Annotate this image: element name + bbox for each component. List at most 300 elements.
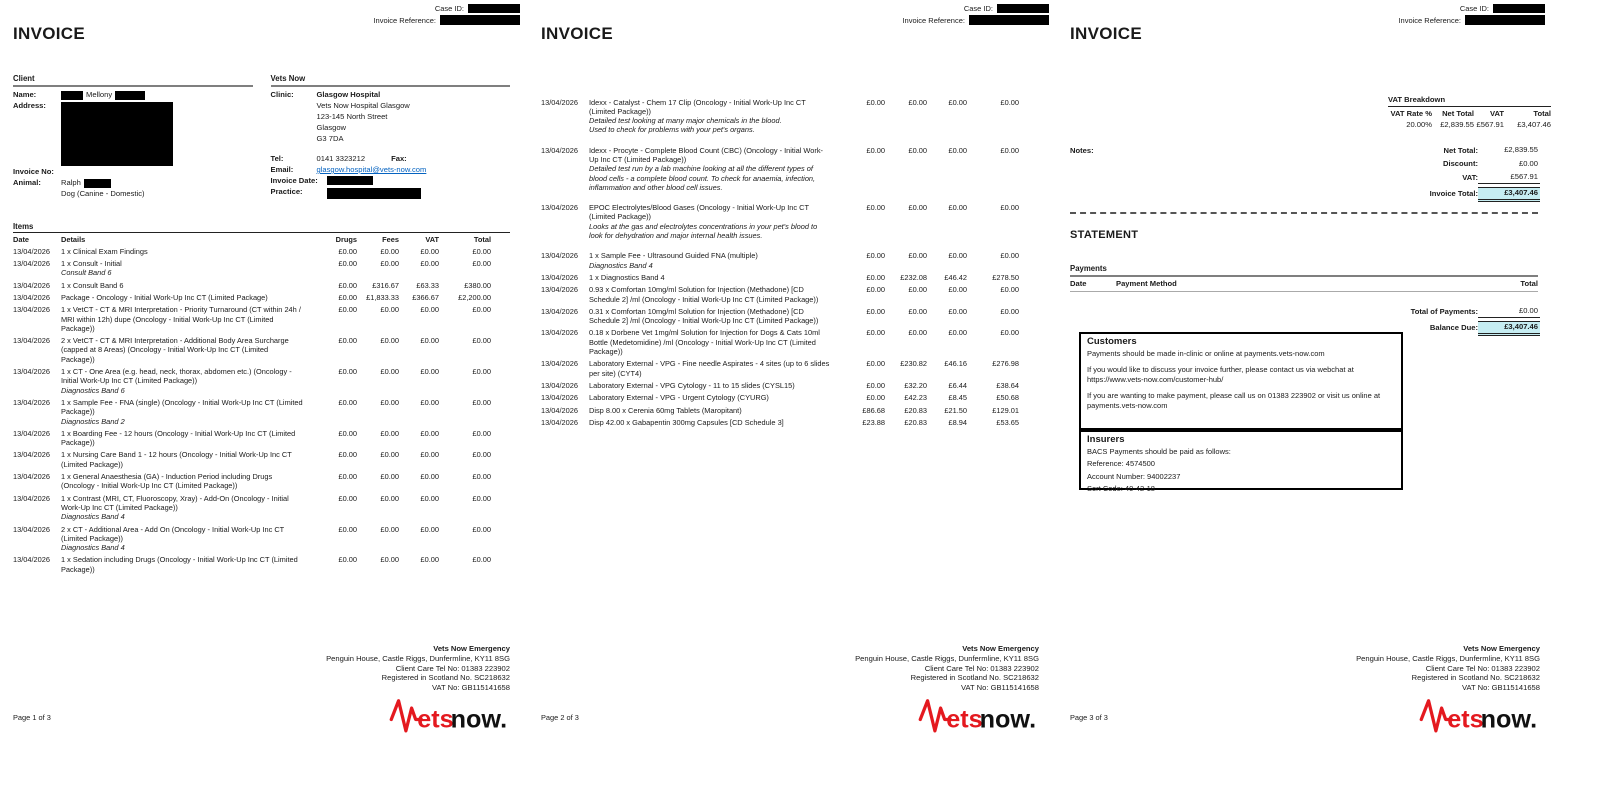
item-drugs: £0.00	[338, 555, 357, 565]
total-row	[1340, 306, 1540, 318]
item-drugs: £0.00	[338, 305, 357, 315]
item-details: 1 x CT - One Area (e.g. head, neck, thorax, abdomen etc.) (Oncology - Initial Work-Up Inc CT (Limited Package)) Diagnostics Band 6	[61, 367, 303, 395]
page-title: INVOICE	[1070, 24, 1143, 43]
case-id-label: Case ID:	[1459, 4, 1489, 13]
item-details: Disp 8.00 x Cerenia 60mg Tablets (Maropitant)	[589, 405, 742, 415]
item-drugs: £0.00	[866, 97, 885, 107]
table-row	[13, 449, 510, 471]
page-title: INVOICE	[13, 24, 86, 43]
item-description: Diagnostics Band 6	[61, 385, 125, 395]
item-details: 2 x VetCT - CT & MRI Interpretation - Additional Body Area Surcharge (capped at 8 Areas) (Oncology - Initial Work-Up Inc CT (Limited Package))	[61, 336, 289, 364]
item-details: Idexx - Procyte - Complete Blood Count (CBC) (Oncology - Initial Work-Up Inc CT (Limited Package)) Detailed test run by a lab machine looking at all the different types of blood cells - a complete blood count. To check for anaemia, infection, inflammation and other blood cell issues.	[589, 146, 831, 192]
item-details: Laboratory External - VPG - Fine needle Aspirates - 4 sites (up to 6 slides per site) (CYT4)	[589, 359, 830, 378]
table-row	[13, 304, 510, 335]
item-details: 1 x Clinical Exam Findings	[61, 246, 148, 256]
clinic-address-line: Vets Now Hospital Glasgow	[316, 101, 410, 110]
item-total: £0.00	[472, 493, 491, 503]
total-label: Balance Due:	[1429, 323, 1478, 332]
invoice-date-label: Invoice Date:	[270, 176, 318, 185]
table-row	[13, 523, 510, 554]
svg-text:now.: now.	[979, 706, 1037, 735]
table-row	[13, 396, 510, 427]
practice-redaction	[327, 188, 421, 199]
item-fees: £0.00	[380, 336, 399, 346]
customers-paragraph: If you would like to discuss your invoice further, please contact us via webchat at https://www.vets-now.com/customer-hub/	[1087, 365, 1354, 384]
item-vat: £0.00	[948, 203, 967, 213]
animal-label: Animal:	[13, 178, 41, 187]
table-row	[541, 358, 1039, 380]
insurers-line: Sort Code: 40-42-18	[1087, 484, 1155, 494]
total-label: VAT:	[1462, 173, 1478, 182]
invoice-page-2	[528, 0, 1057, 800]
item-drugs: £0.00	[338, 259, 357, 269]
item-vat: £0.00	[948, 145, 967, 155]
item-fees: £1,833.33	[366, 292, 399, 302]
total-row	[1350, 187, 1540, 202]
item-total: £0.00	[472, 450, 491, 460]
item-date: 13/04/2026	[541, 393, 578, 403]
invoice-reference-label: Invoice Reference:	[373, 15, 436, 25]
total-label: Net Total:	[1443, 145, 1478, 155]
item-details: 1 x General Anaesthesia (GA) - Induction Period including Drugs (Oncology - Initial Work-Up Inc CT (Limited Package))	[61, 472, 273, 491]
invoice-date-redaction	[327, 176, 373, 185]
table-row	[541, 392, 1039, 404]
invoice-totals	[1350, 145, 1540, 204]
client-section-title: Client	[13, 74, 253, 87]
item-vat: £21.50	[944, 405, 967, 415]
item-date: 13/04/2026	[541, 272, 578, 282]
item-drugs: £0.00	[338, 397, 357, 407]
vat-breakdown-values: 20.00% £2,839.55 £567.91 £3,407.46	[1406, 120, 1551, 129]
item-details: 0.18 x Dorbene Vet 1mg/ml Solution for Injection for Dogs & Cats 10ml Bottle (Medetomidine) /ml (Oncology - Initial Work-Up Inc CT (Limited Package))	[589, 328, 820, 357]
table-row	[13, 279, 510, 291]
case-id-redaction	[997, 4, 1049, 13]
item-date: 13/04/2026	[13, 280, 50, 290]
item-date: 13/04/2026	[13, 336, 50, 346]
clinic-address-line: 123-145 North Street	[316, 112, 388, 121]
item-total: £0.00	[1000, 97, 1019, 107]
item-details: EPOC Electrolytes/Blood Gases (Oncology - Initial Work-Up Inc CT (Limited Package)) Looks at the gas and electrolytes concentrations in your pet's blood to look for dehydration and major internal health issues.	[589, 203, 831, 240]
item-vat: £0.00	[420, 472, 439, 482]
vetsnow-logo	[917, 695, 1039, 738]
customers-info-box	[1079, 332, 1403, 430]
svg-text:now.: now.	[1480, 706, 1538, 735]
item-date: 13/04/2026	[13, 397, 50, 407]
items-column-headers: Date Details Drugs Fees VAT Total	[13, 235, 491, 244]
item-details: 1 x Nursing Care Band 1 - 12 hours (Oncology - Initial Work-Up Inc CT (Limited Package))	[61, 450, 292, 469]
item-fees: £0.00	[380, 428, 399, 438]
total-row	[1350, 145, 1540, 156]
vetsnow-logo	[388, 695, 510, 738]
item-description: Detailed test looking at many major chemicals in the blood.	[589, 116, 782, 126]
svg-text:ets: ets	[946, 706, 983, 735]
footer-address: Penguin House, Castle Riggs, Dunfermline, KY11 8SG	[1356, 654, 1540, 664]
item-fees: £0.00	[908, 251, 927, 261]
item-vat: £0.00	[420, 555, 439, 565]
item-date: 13/04/2026	[541, 380, 578, 390]
case-id-redaction	[468, 4, 520, 13]
insurers-line: Account Number: 94002237	[1087, 471, 1181, 481]
invoice-no-label: Invoice No:	[13, 167, 54, 176]
footer-client-care: Client Care Tel No: 01383 223902	[1425, 663, 1540, 673]
item-date: 13/04/2026	[13, 367, 50, 377]
item-drugs: £0.00	[866, 393, 885, 403]
item-vat: £0.00	[420, 450, 439, 460]
clinic-address-line: G3 7DA	[316, 134, 344, 143]
total-value-highlighted: £3,407.46	[1478, 187, 1540, 202]
item-details: Package - Oncology - Initial Work-Up Inc CT (Limited Package)	[61, 292, 268, 302]
item-description: Used to check for problems with your pet's organs.	[589, 125, 755, 135]
item-details: 1 x Contrast (MRI, CT, Fluoroscopy, Xray) - Add-On (Oncology - Initial Work-Up Inc CT (Limited Package)) Diagnostics Band 4	[61, 494, 303, 522]
table-row	[13, 291, 510, 303]
section-divider	[1070, 212, 1538, 214]
footer-address: Penguin House, Castle Riggs, Dunfermline, KY11 8SG	[855, 654, 1039, 664]
item-date: 13/04/2026	[541, 97, 578, 107]
payments-column-headers: Date Payment Method Total	[1070, 277, 1538, 292]
footer-registered: Registered in Scotland No. SC218632	[1411, 673, 1540, 683]
item-fees: £0.00	[380, 472, 399, 482]
payments-section-title: Payments	[1070, 264, 1538, 277]
total-value: £0.00	[1518, 158, 1538, 168]
item-date: 13/04/2026	[541, 417, 578, 427]
invoice-reference-label: Invoice Reference:	[1398, 15, 1461, 25]
case-id-label: Case ID:	[434, 4, 464, 13]
page-number: Page 3 of 3	[1070, 713, 1108, 722]
item-vat: £0.00	[420, 305, 439, 315]
reference-block	[1398, 4, 1545, 27]
payments-section	[1070, 264, 1538, 292]
items-section-title: Items	[13, 222, 510, 233]
item-drugs: £0.00	[338, 472, 357, 482]
item-drugs: £0.00	[338, 367, 357, 377]
case-id-label: Case ID:	[963, 4, 993, 13]
item-fees: £0.00	[380, 450, 399, 460]
item-date: 13/04/2026	[13, 472, 50, 482]
table-row	[541, 305, 1039, 327]
invoice-page-1	[0, 0, 528, 800]
table-row	[541, 379, 1039, 391]
table-row	[541, 284, 1039, 306]
clinic-address-line: Glasgow	[316, 123, 347, 132]
invoice-reference-redaction	[440, 15, 520, 25]
client-section	[13, 74, 253, 208]
item-fees: £32.20	[904, 380, 927, 390]
vetsnow-section-title: Vets Now	[271, 74, 511, 87]
item-details: 1 x Sample Fee - Ultrasound Guided FNA (multiple) Diagnostics Band 4	[589, 251, 831, 270]
item-total: £0.00	[472, 397, 491, 407]
item-details: Laboratory External - VPG Cytology - 11 to 15 slides (CYSL15)	[589, 380, 795, 390]
page-title: INVOICE	[541, 24, 614, 43]
footer-vat-no: VAT No: GB115141658	[1462, 682, 1540, 692]
table-row	[13, 245, 510, 257]
practice-label: Practice:	[270, 187, 303, 196]
address-redaction	[61, 102, 173, 166]
item-details: 1 x Sedation including Drugs (Oncology - Initial Work-Up Inc CT (Limited Package))	[61, 555, 298, 574]
item-vat: £0.00	[420, 367, 439, 377]
item-drugs: £0.00	[338, 246, 357, 256]
item-details: 0.93 x Comfortan 10mg/ml Solution for Injection (Methadone) [CD Schedule 2] /ml (Oncology - Initial Work-Up Inc CT (Limited Package))	[589, 285, 819, 304]
item-fees: £0.00	[908, 145, 927, 155]
item-details: Disp 42.00 x Gabapentin 300mg Capsules [CD Schedule 3]	[589, 417, 784, 427]
vetsnow-logo	[1418, 695, 1540, 738]
item-drugs: £0.00	[866, 328, 885, 338]
item-fees: £0.00	[908, 328, 927, 338]
page-footer	[541, 644, 1039, 738]
item-drugs: £23.88	[862, 417, 885, 427]
total-label: Discount:	[1442, 159, 1478, 168]
item-date: 13/04/2026	[13, 428, 50, 438]
table-row	[13, 427, 510, 449]
reference-block	[902, 4, 1049, 27]
item-drugs: £0.00	[338, 428, 357, 438]
item-fees: £0.00	[908, 306, 927, 316]
email-link[interactable]: glasgow.hospital@vets-now.com	[316, 165, 427, 174]
clinic-label: Clinic:	[270, 90, 294, 99]
item-date: 13/04/2026	[13, 305, 50, 315]
footer-vat-no: VAT No: GB115141658	[432, 682, 510, 692]
item-vat: £8.45	[948, 393, 967, 403]
item-fees: £0.00	[380, 246, 399, 256]
item-description: Looks at the gas and electrolytes concentrations in your pet's blood to look for dehydration and major internal health issues.	[589, 221, 818, 241]
table-row	[541, 250, 1039, 272]
item-fees: £232.08	[900, 272, 927, 282]
item-description: Diagnostics Band 2	[61, 416, 125, 426]
item-details: Idexx - Catalyst - Chem 17 Clip (Oncology - Initial Work-Up Inc CT (Limited Package)) Detailed test looking at many major chemicals in the blood. Used to check for problems with your pet's organs.	[589, 98, 831, 135]
footer-client-care: Client Care Tel No: 01383 223902	[395, 663, 510, 673]
item-total: £0.00	[1000, 306, 1019, 316]
item-total: £0.00	[472, 305, 491, 315]
item-total: £0.00	[1000, 203, 1019, 213]
item-date: 13/04/2026	[13, 555, 50, 565]
item-date: 13/04/2026	[13, 450, 50, 460]
animal-value: Ralph	[61, 178, 111, 188]
item-drugs: £0.00	[866, 145, 885, 155]
footer-client-care: Client Care Tel No: 01383 223902	[924, 663, 1039, 673]
total-value: £2,839.55	[1504, 145, 1538, 154]
item-drugs: £86.68	[862, 405, 885, 415]
item-drugs: £0.00	[338, 450, 357, 460]
item-vat: £0.00	[420, 259, 439, 269]
item-fees: £0.00	[380, 305, 399, 315]
svg-text:ets: ets	[1447, 706, 1484, 735]
customers-paragraph: If you are wanting to make payment, please call us on 01383 223902 or visit us online at payments.vets-now.com	[1087, 391, 1381, 410]
item-details: 0.31 x Comfortan 10mg/ml Solution for Injection (Methadone) [CD Schedule 2] /ml (Oncology - Initial Work-Up Inc CT (Limited Package))	[589, 306, 819, 326]
item-details: 1 x Sample Fee - FNA (single) (Oncology - Initial Work-Up Inc CT (Limited Package)) Diagnostics Band 2	[61, 397, 303, 426]
item-total: £0.00	[472, 336, 491, 346]
item-date: 13/04/2026	[541, 306, 578, 316]
footer-registered: Registered in Scotland No. SC218632	[381, 673, 510, 683]
total-value: £0.00	[1478, 306, 1540, 318]
item-total: £53.65	[996, 417, 1019, 427]
total-label: Invoice Total:	[1429, 189, 1478, 198]
item-drugs: £0.00	[338, 493, 357, 503]
page-footer	[1070, 644, 1540, 738]
item-total: £0.00	[472, 524, 491, 534]
table-row	[13, 471, 510, 493]
item-details: 1 x VetCT - CT & MRI Interpretation - Priority Turnaround (CT within 24h / MRI within 12h) dupe (Oncology - Initial Work-Up Inc CT (Limited Package))	[61, 305, 301, 333]
tel-label: Tel:	[270, 154, 284, 163]
vat-breakdown	[1388, 95, 1551, 130]
item-drugs: £0.00	[866, 251, 885, 261]
name-redaction-2	[115, 91, 145, 100]
item-details: 1 x Consult Band 6	[61, 280, 124, 290]
item-total: £0.00	[1000, 285, 1019, 295]
total-row	[1350, 172, 1540, 184]
table-row	[541, 327, 1039, 358]
item-date: 13/04/2026	[541, 359, 578, 369]
invoice-reference-redaction	[1465, 15, 1545, 25]
item-fees: £0.00	[908, 285, 927, 295]
item-total: £0.00	[472, 259, 491, 269]
item-fees: £0.00	[908, 203, 927, 213]
item-total: £0.00	[1000, 328, 1019, 338]
animal-species: Dog (Canine - Domestic)	[61, 189, 145, 198]
footer-company: Vets Now Emergency	[433, 644, 510, 654]
item-total: £0.00	[472, 246, 491, 256]
table-row	[541, 96, 1039, 136]
table-row	[541, 144, 1039, 193]
customers-box-title: Customers	[1087, 336, 1137, 347]
item-drugs: £0.00	[866, 380, 885, 390]
item-description: Diagnostics Band 4	[61, 543, 125, 553]
table-row	[13, 554, 510, 576]
table-row	[13, 492, 510, 523]
item-total: £2,200.00	[458, 292, 491, 302]
table-row	[541, 271, 1039, 283]
vat-breakdown-headers: VAT Rate % Net Total VAT Total	[1390, 109, 1551, 118]
item-date: 13/04/2026	[541, 285, 578, 295]
notes-label: Notes:	[1070, 146, 1094, 155]
item-vat: £46.16	[944, 359, 967, 369]
client-name-label: Name:	[13, 90, 37, 99]
page-number: Page 2 of 3	[541, 713, 579, 722]
item-date: 13/04/2026	[13, 246, 50, 256]
footer-registered: Registered in Scotland No. SC218632	[910, 673, 1039, 683]
table-row	[541, 416, 1039, 428]
item-total: £0.00	[472, 555, 491, 565]
svg-text:now.: now.	[450, 706, 508, 735]
item-date: 13/04/2026	[13, 259, 50, 269]
item-total: £0.00	[1000, 145, 1019, 155]
total-label: Total of Payments:	[1410, 307, 1478, 316]
item-vat: £0.00	[420, 428, 439, 438]
footer-company: Vets Now Emergency	[962, 644, 1039, 654]
insurers-line: BACS Payments should be paid as follows:	[1087, 446, 1231, 456]
client-name-value: Mellony	[61, 90, 145, 100]
item-fees: £0.00	[380, 259, 399, 269]
table-row	[13, 335, 510, 366]
item-fees: £0.00	[380, 555, 399, 565]
item-vat: £0.00	[420, 246, 439, 256]
table-row	[541, 404, 1039, 416]
footer-company: Vets Now Emergency	[1463, 644, 1540, 654]
item-total: £380.00	[464, 280, 491, 290]
fax-label: Fax:	[391, 154, 407, 163]
table-row	[13, 366, 510, 397]
page-number: Page 1 of 3	[13, 713, 51, 722]
item-total: £0.00	[472, 367, 491, 377]
invoice-reference-label: Invoice Reference:	[902, 15, 965, 25]
item-date: 13/04/2026	[541, 145, 578, 155]
item-description: Consult Band 6	[61, 268, 112, 278]
item-drugs: £0.00	[866, 359, 885, 369]
item-details: 2 x CT - Additional Area - Add On (Oncology - Initial Work-Up Inc CT (Limited Package)) Diagnostics Band 4	[61, 525, 303, 553]
item-date: 13/04/2026	[541, 328, 578, 338]
item-fees: £0.00	[380, 397, 399, 407]
total-value-highlighted: £3,407.46	[1478, 321, 1540, 336]
item-details: Laboratory External - VPG - Urgent Cytology (CYURG)	[589, 393, 769, 403]
total-value: £567.91	[1478, 172, 1540, 184]
item-date: 13/04/2026	[13, 292, 50, 302]
footer-address: Penguin House, Castle Riggs, Dunfermline, KY11 8SG	[326, 654, 510, 664]
clinic-name: Glasgow Hospital	[316, 90, 381, 99]
item-drugs: £0.00	[866, 272, 885, 282]
item-fees: £316.67	[372, 280, 399, 290]
insurers-info-box	[1079, 430, 1403, 494]
item-vat: £0.00	[948, 285, 967, 295]
item-vat: £366.67	[412, 292, 439, 302]
item-vat: £0.00	[420, 524, 439, 534]
item-description: Diagnostics Band 4	[61, 512, 125, 522]
item-vat: £0.00	[420, 397, 439, 407]
items-table	[541, 96, 1039, 429]
client-address-label: Address:	[13, 101, 46, 110]
insurers-box-title: Insurers	[1087, 434, 1125, 445]
vetsnow-section	[271, 74, 511, 208]
item-vat: £0.00	[420, 493, 439, 503]
item-vat: £0.00	[948, 306, 967, 316]
item-drugs: £0.00	[338, 280, 357, 290]
item-vat: £6.44	[948, 380, 967, 390]
item-vat: £0.00	[948, 251, 967, 261]
item-date: 13/04/2026	[541, 203, 578, 213]
statement-title: STATEMENT	[1070, 229, 1139, 241]
item-fees: £0.00	[908, 97, 927, 107]
email-label: Email:	[270, 165, 294, 174]
item-description: Diagnostics Band 4	[589, 260, 653, 270]
item-fees: £0.00	[380, 493, 399, 503]
item-fees: £42.23	[904, 393, 927, 403]
item-total: £276.98	[992, 359, 1019, 369]
item-total: £38.64	[996, 380, 1019, 390]
item-description: Detailed test run by a lab machine looking at all the different types of blood cells - a complete blood count. To check for anaemia, infection, inflammation and other blood cell issues.	[589, 164, 816, 192]
case-id-redaction	[1493, 4, 1545, 13]
name-redaction-1	[61, 91, 83, 100]
item-fees: £230.82	[900, 359, 927, 369]
item-details: 1 x Consult - Initial Consult Band 6	[61, 259, 303, 278]
item-details: 1 x Diagnostics Band 4	[589, 272, 665, 282]
svg-text:ets: ets	[417, 706, 454, 735]
item-total: £0.00	[1000, 251, 1019, 261]
item-date: 13/04/2026	[13, 524, 50, 534]
items-table	[13, 245, 510, 575]
item-drugs: £0.00	[866, 306, 885, 316]
item-vat: £0.00	[420, 336, 439, 346]
invoice-reference-redaction	[969, 15, 1049, 25]
item-total: £278.50	[992, 272, 1019, 282]
item-drugs: £0.00	[866, 285, 885, 295]
customers-paragraph: Payments should be made in-clinic or online at payments.vets-now.com	[1087, 348, 1325, 358]
item-fees: £20.83	[904, 417, 927, 427]
item-total: £129.01	[992, 405, 1019, 415]
item-vat: £0.00	[948, 328, 967, 338]
page-footer	[13, 644, 510, 738]
footer-vat-no: VAT No: GB115141658	[961, 682, 1039, 692]
item-vat: £0.00	[948, 97, 967, 107]
item-vat: £63.33	[416, 280, 439, 290]
reference-block	[373, 4, 520, 27]
item-fees: £20.83	[904, 405, 927, 415]
